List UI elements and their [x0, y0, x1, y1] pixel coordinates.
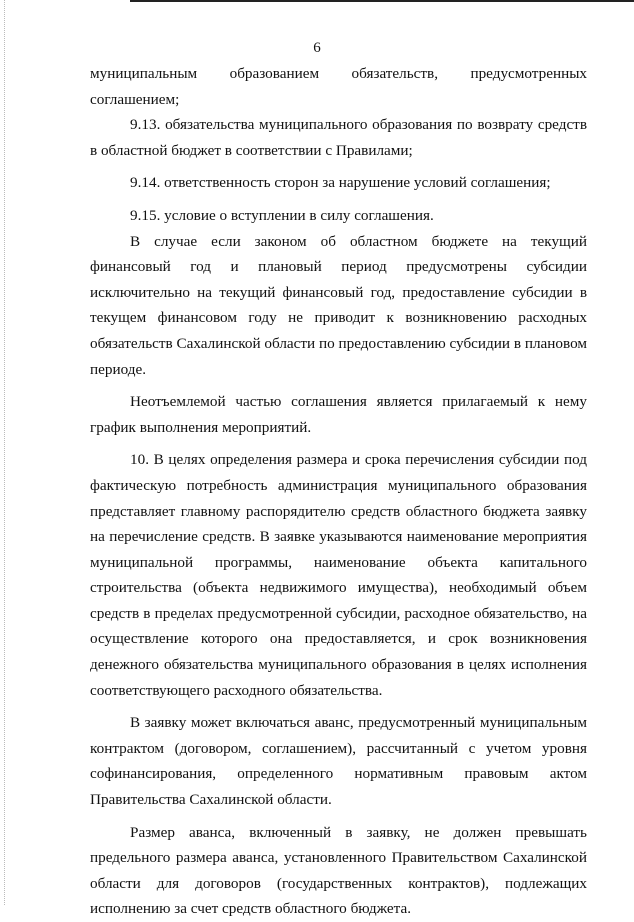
paragraph-advance: В заявку может включаться аванс, предусмотренный муниципальным контрактом (договором, соглашением), рассчитанный с учетом уровня софинансирования, определенного нормативным правовым актом Правительства Сахалинской области. — [90, 714, 587, 809]
document-body — [90, 61, 587, 922]
paragraph-item-10: 10. В целях определения размера и срока перечисления субсидии под фактическую потребность администрация муниципального образования представляет главному распорядителю средств областного бюджета заявку на перечисление средств. В заявке указываются наименование мероприятия муниципальной программы, наименование объекта капитального строительства (объекта недвижимого имущества), необходимый объем средств в пределах предусмотренной субсидии, расходное обязательство, на осуществление которого она предоставляется, и срок возникновения денежного обязательства муниципального образования в целях исполнения соответствующего расходного обязательства. — [90, 451, 587, 699]
paragraph-schedule: Неотъемлемой частью соглашения является прилагаемый к нему график выполнения мероприятий. — [90, 393, 587, 436]
paragraph-advance-limit: Размер аванса, включенный в заявку, не должен превышать предельного размера аванса, установленного Правительством Сахалинской области для договоров (государственных контрактов), подлежащих исполнению за счет средств областного бюджета. — [90, 823, 587, 918]
paragraph-item-9-15: 9.15. условие о вступлении в силу соглашения. — [130, 206, 434, 224]
scan-left-margin — [0, 0, 5, 905]
paragraph-item-9-14: 9.14. ответственность сторон за нарушение условий соглашения; — [130, 174, 551, 192]
paragraph-item-9-13: 9.13. обязательства муниципального образования по возврату средств в областной бюджет в соответствии с Правилами; — [90, 116, 587, 159]
scan-top-edge — [130, 0, 634, 2]
paragraph-subsidy-condition: В случае если законом об областном бюджете на текущий финансовый год и плановый период предусмотрены субсидии исключительно на текущий финансовый год, предоставление субсидии в текущем финансовом году не приводит к возникновению расходных обязательств Сахалинской области по предоставлению субсидии в плановом периоде. — [90, 232, 587, 378]
paragraph-continuation: муниципальным образованием обязательств, предусмотренных соглашением; — [90, 65, 587, 108]
page-number: 6 — [313, 40, 321, 56]
